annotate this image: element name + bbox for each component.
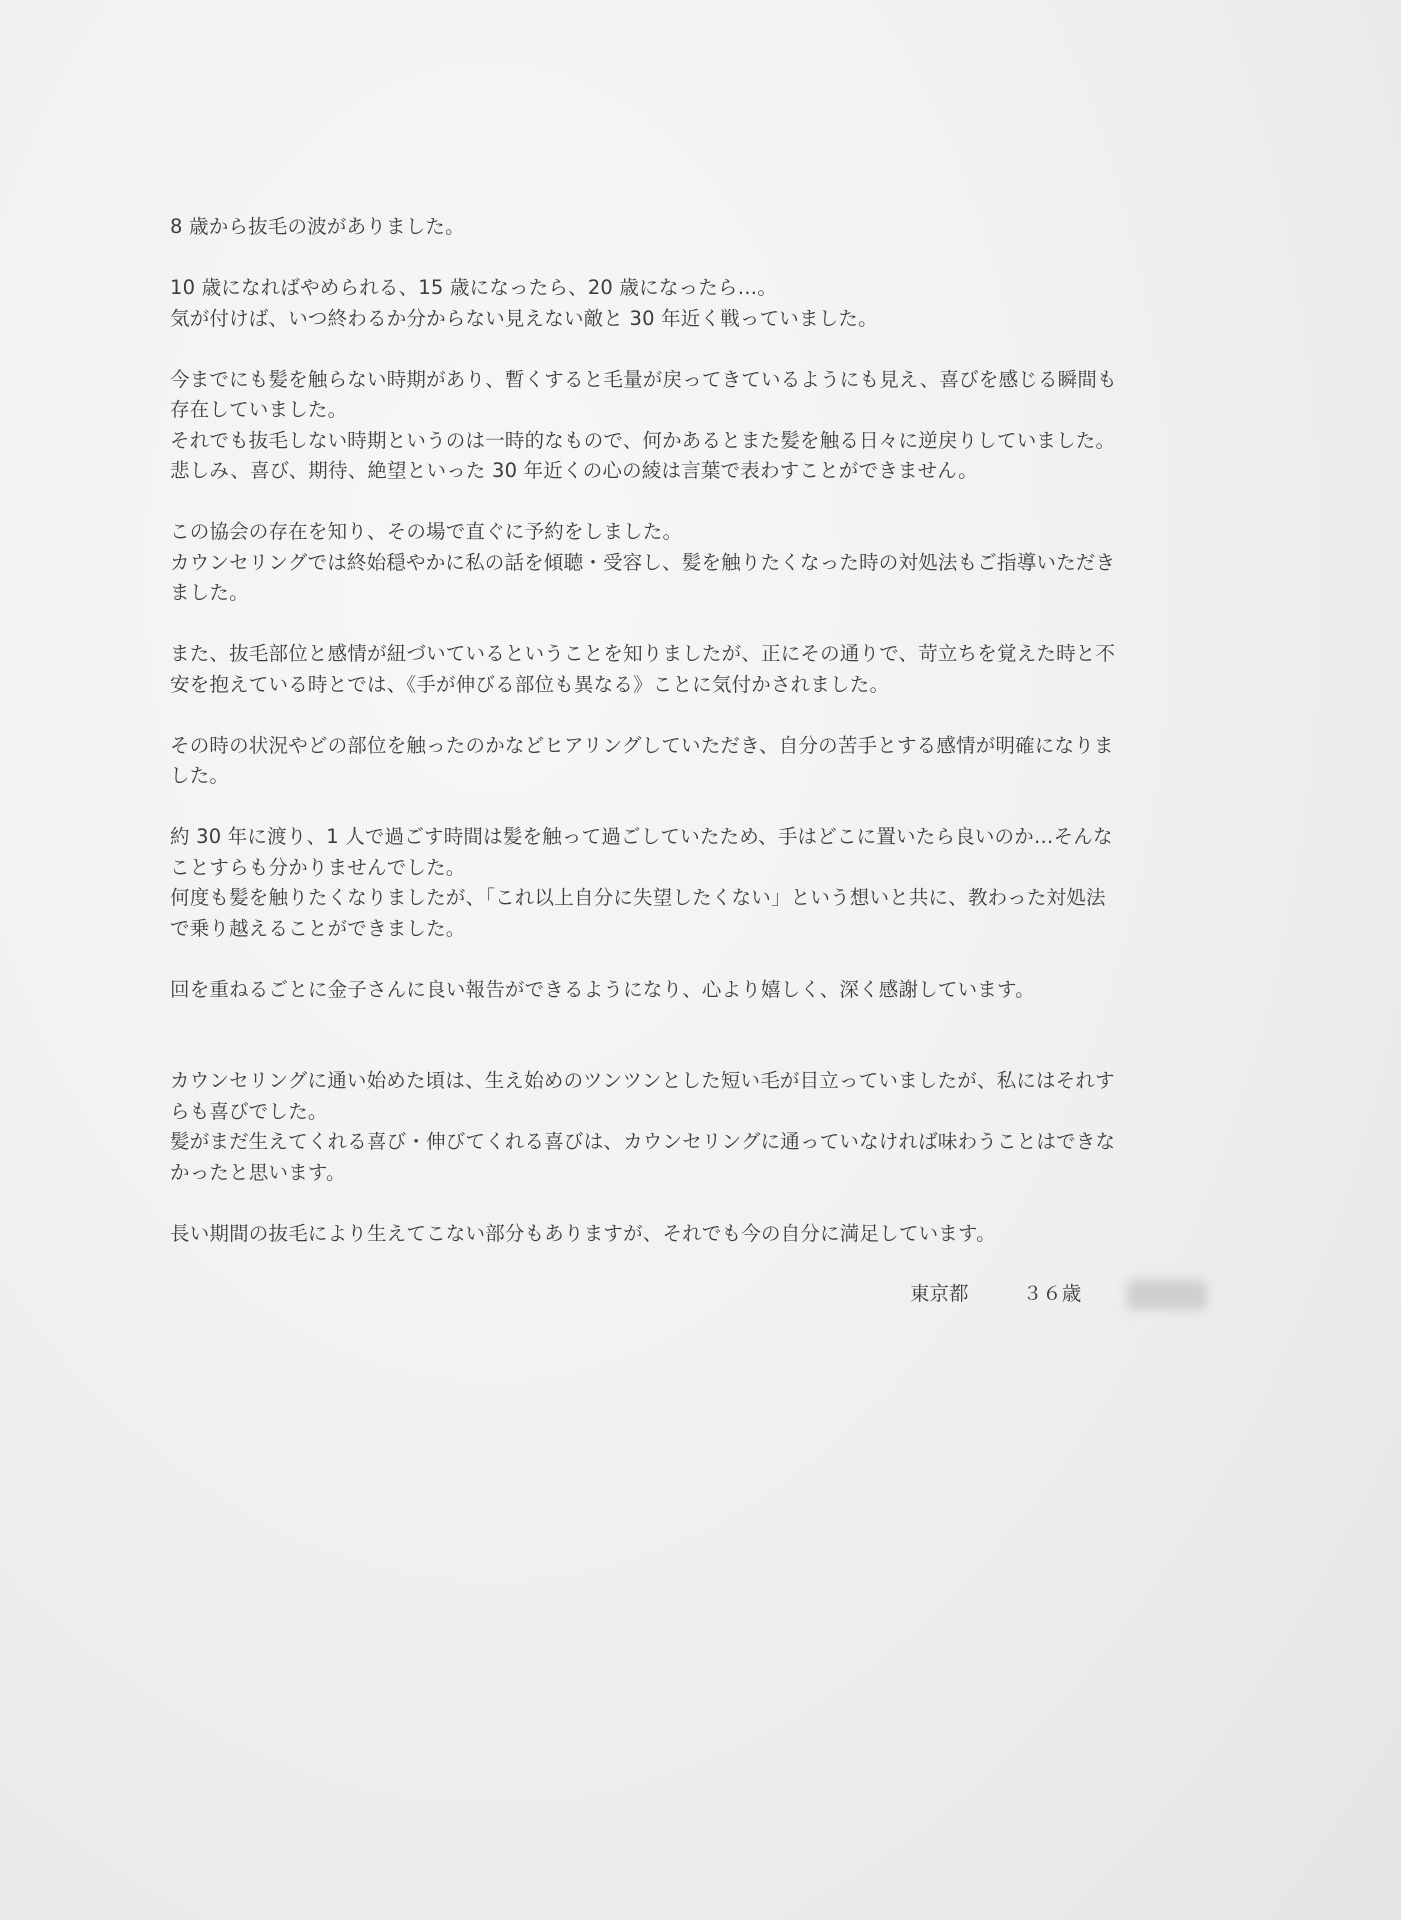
letter-line: 髪がまだ生えてくれる喜び・伸びてくれる喜びは、カウンセリングに通っていなければ味わうことはできな [170, 1130, 1116, 1153]
letter-line: で乗り越えることができました。 [170, 916, 466, 940]
letter-line: 安を抱えている時とでは、《手が伸びる部位も異なる》ことに気付かされました。 [170, 672, 890, 696]
letter-line: カウンセリングに通い始めた頃は、生え始めのツンツンとした短い毛が目立っていましたが、私にはそれす [170, 1069, 1115, 1092]
letter-line: らも喜びでした。 [170, 1099, 328, 1123]
letter-line: カウンセリングでは終始穏やかに私の話を傾聴・受容し、髪を触りたくなった時の対処法もご指導いただき [170, 550, 1116, 574]
letter-line: ました。 [170, 581, 249, 604]
letter-line: その時の状況やどの部位を触ったのかなどヒアリングしていただき、自分の苦手とする感情が明確になりま [170, 733, 1114, 757]
paragraph-gap [170, 243, 1210, 274]
signature-prefecture: 東京都 [910, 1282, 969, 1305]
paragraph-gap [170, 944, 1210, 975]
letter-line: 回を重ねるごとに金子さんに良い報告ができるようになり、心より嬉しく、深く感謝しています。 [170, 977, 1035, 1001]
paragraph-gap [170, 609, 1210, 640]
letter-line: 今までにも髪を触らない時期があり、暫くすると毛量が戻ってきているようにも見え、喜びを感じる瞬間も [170, 367, 1117, 391]
paragraph-gap [170, 1005, 1210, 1036]
letter-line: 8 歳から抜毛の波がありました。 [170, 215, 465, 238]
letter-line: それでも抜毛しない時期というのは一時的なもので、何かあるとまた髪を触る日々に逆戻りしていました。 [170, 428, 1116, 452]
redacted-name-blur [1127, 1280, 1207, 1310]
paragraph-gap [170, 700, 1210, 731]
paragraph-gap [170, 792, 1210, 823]
letter-line: した。 [170, 764, 230, 787]
letter-line: 存在していました。 [170, 398, 348, 421]
letter-line: 長い期間の抜毛により生えてこない部分もありますが、それでも今の自分に満足しています。 [170, 1221, 996, 1245]
letter-line: 10 歳になればやめられる、15 歳になったら、20 歳になったら…。 [170, 276, 778, 299]
letter-line: また、抜毛部位と感情が紐づいているということを知りましたが、正にその通りで、苛立ちを覚えた時と不 [170, 642, 1116, 665]
testimonial-letter-body [170, 212, 1210, 1249]
paragraph-gap [170, 334, 1210, 365]
paragraph-gap [170, 1188, 1210, 1219]
paragraph-gap [170, 487, 1210, 518]
paragraph-gap [170, 1036, 1210, 1067]
letter-line: 気が付けば、いつ終わるか分からない見えない敵と 30 年近く戦っていました。 [170, 306, 878, 330]
signature-age: ３６歳 [1022, 1282, 1082, 1305]
letter-line: 何度も髪を触りたくなりましたが、「これ以上自分に失望したくない」という想いと共に、教わった対処法 [170, 886, 1106, 909]
letter-line: ことすらも分かりませんでした。 [170, 855, 466, 879]
letter-line: この協会の存在を知り、その場で直ぐに予約をしました。 [170, 520, 683, 543]
signature-line [910, 1278, 1207, 1310]
letter-line: 約 30 年に渡り、1 人で過ごす時間は髪を触って過ごしていたため、手はどこに置いたら良いのか…そんな [170, 825, 1113, 848]
letter-line: 悲しみ、喜び、期待、絶望といった 30 年近くの心の綾は言葉で表わすことができません。 [170, 459, 978, 482]
letter-line: かったと思います。 [170, 1160, 346, 1184]
